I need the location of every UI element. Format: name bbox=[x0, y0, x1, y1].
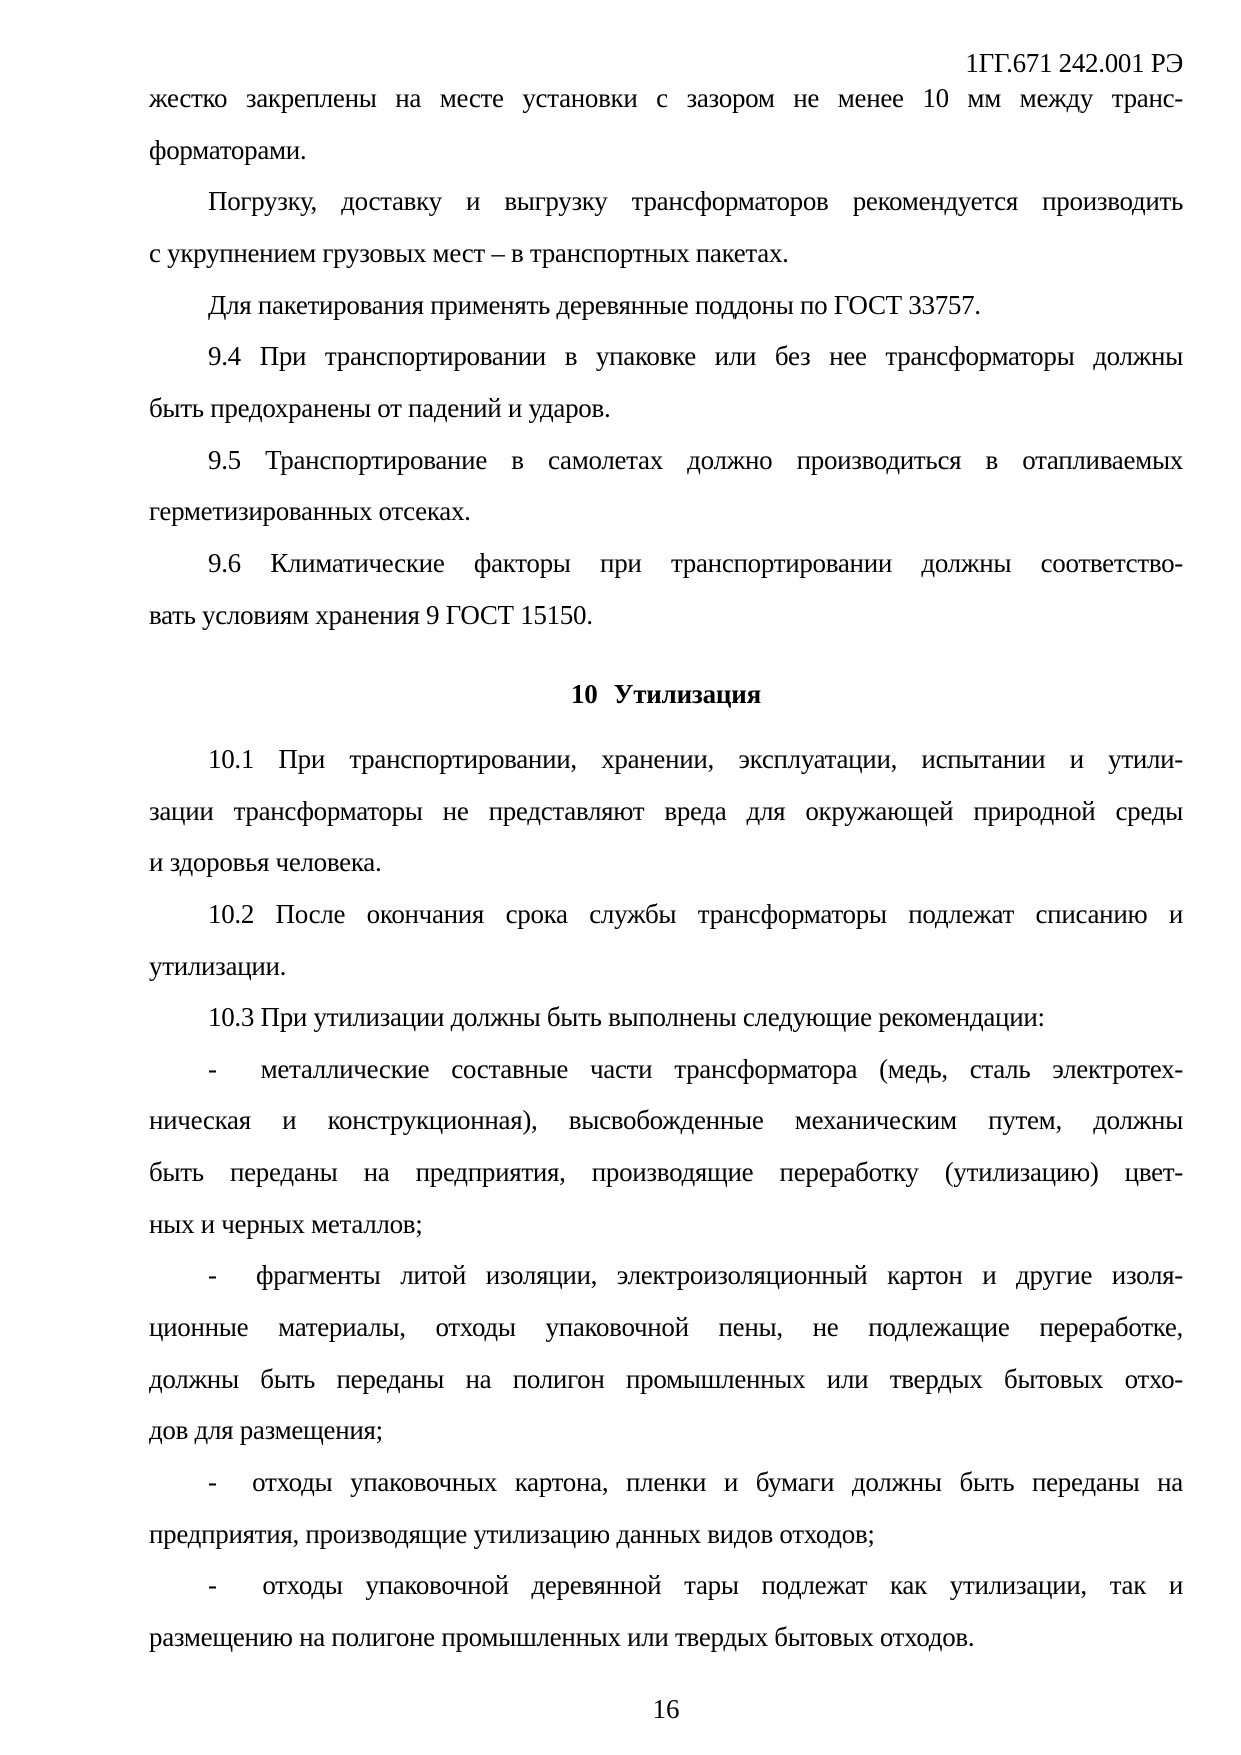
page-number: 16 bbox=[652, 1694, 680, 1724]
text-line: - отходы упаковочных картона, пленки и бумаги должны быть переданы на bbox=[208, 1467, 1183, 1498]
text-line: форматорами. bbox=[149, 134, 307, 165]
text-line: размещению на полигоне промышленных или твердых бытовых отходов. bbox=[149, 1622, 975, 1653]
text-line: ных и черных металлов; bbox=[149, 1208, 423, 1239]
text-line: и здоровья человека. bbox=[149, 847, 382, 878]
text-line: ционные материалы, отходы упаковочной пены, не подлежащие переработке, bbox=[149, 1312, 1183, 1343]
text-line: жестко закреплены на месте установки с зазором не менее 10 мм между транс- bbox=[149, 83, 1183, 113]
text-line: 10.3 При утилизации должны быть выполнены следующие рекомендации: bbox=[208, 1002, 1045, 1033]
text-line: зации трансформаторы не представляют вреда для окружающей природной среды bbox=[149, 795, 1183, 826]
text-line: должны быть переданы на полигон промышленных или твердых бытовых отхо- bbox=[149, 1363, 1183, 1394]
section-title: Утилизация bbox=[613, 679, 762, 710]
document-body bbox=[149, 73, 1183, 1664]
text-line: 9.4 При транспортировании в упаковке или без нее трансформаторы должны bbox=[208, 341, 1183, 372]
text-line: ническая и конструкционная), высвобожденные механическим путем, должны bbox=[149, 1105, 1183, 1136]
text-line: вать условиям хранения 9 ГОСТ 15150. bbox=[149, 599, 593, 630]
section-heading bbox=[149, 669, 1183, 721]
text-line: 10.1 При транспортировании, хранении, эксплуатации, испытании и утили- bbox=[208, 743, 1183, 774]
text-line: 9.6 Климатические факторы при транспортировании должны соответство- bbox=[208, 547, 1183, 578]
text-line: - отходы упаковочной деревянной тары подлежат как утилизации, так и bbox=[208, 1570, 1183, 1601]
text-line: предприятия, производящие утилизацию данных видов отходов; bbox=[149, 1518, 875, 1549]
text-line: утилизации. bbox=[149, 950, 287, 981]
text-line: 10.2 После окончания срока службы трансформаторы подлежат списанию и bbox=[208, 898, 1183, 929]
text-line: - фрагменты литой изоляции, электроизоляционный картон и другие изоля- bbox=[208, 1260, 1183, 1291]
text-line: - металлические составные части трансформатора (медь, сталь электротех- bbox=[208, 1053, 1183, 1084]
text-line: быть предохранены от падений и ударов. bbox=[149, 392, 611, 423]
text-line: Погрузку, доставку и выгрузку трансформаторов рекомендуется производить bbox=[208, 186, 1183, 217]
text-line: быть переданы на предприятия, производящие переработку (утилизацию) цвет- bbox=[149, 1157, 1183, 1188]
document-code: 1ГГ.671 242.001 РЭ bbox=[965, 48, 1183, 78]
text-line: с укрупнением грузовых мест – в транспортных пакетах. bbox=[149, 237, 789, 268]
text-line: герметизированных отсеках. bbox=[149, 496, 471, 527]
text-line: 9.5 Транспортирование в самолетах должно производиться в отапливаемых bbox=[208, 444, 1183, 475]
text-line: Для пакетирования применять деревянные поддоны по ГОСТ 33757. bbox=[208, 289, 981, 320]
section-number: 10 bbox=[570, 679, 598, 710]
text-line: дов для размещения; bbox=[149, 1415, 383, 1446]
